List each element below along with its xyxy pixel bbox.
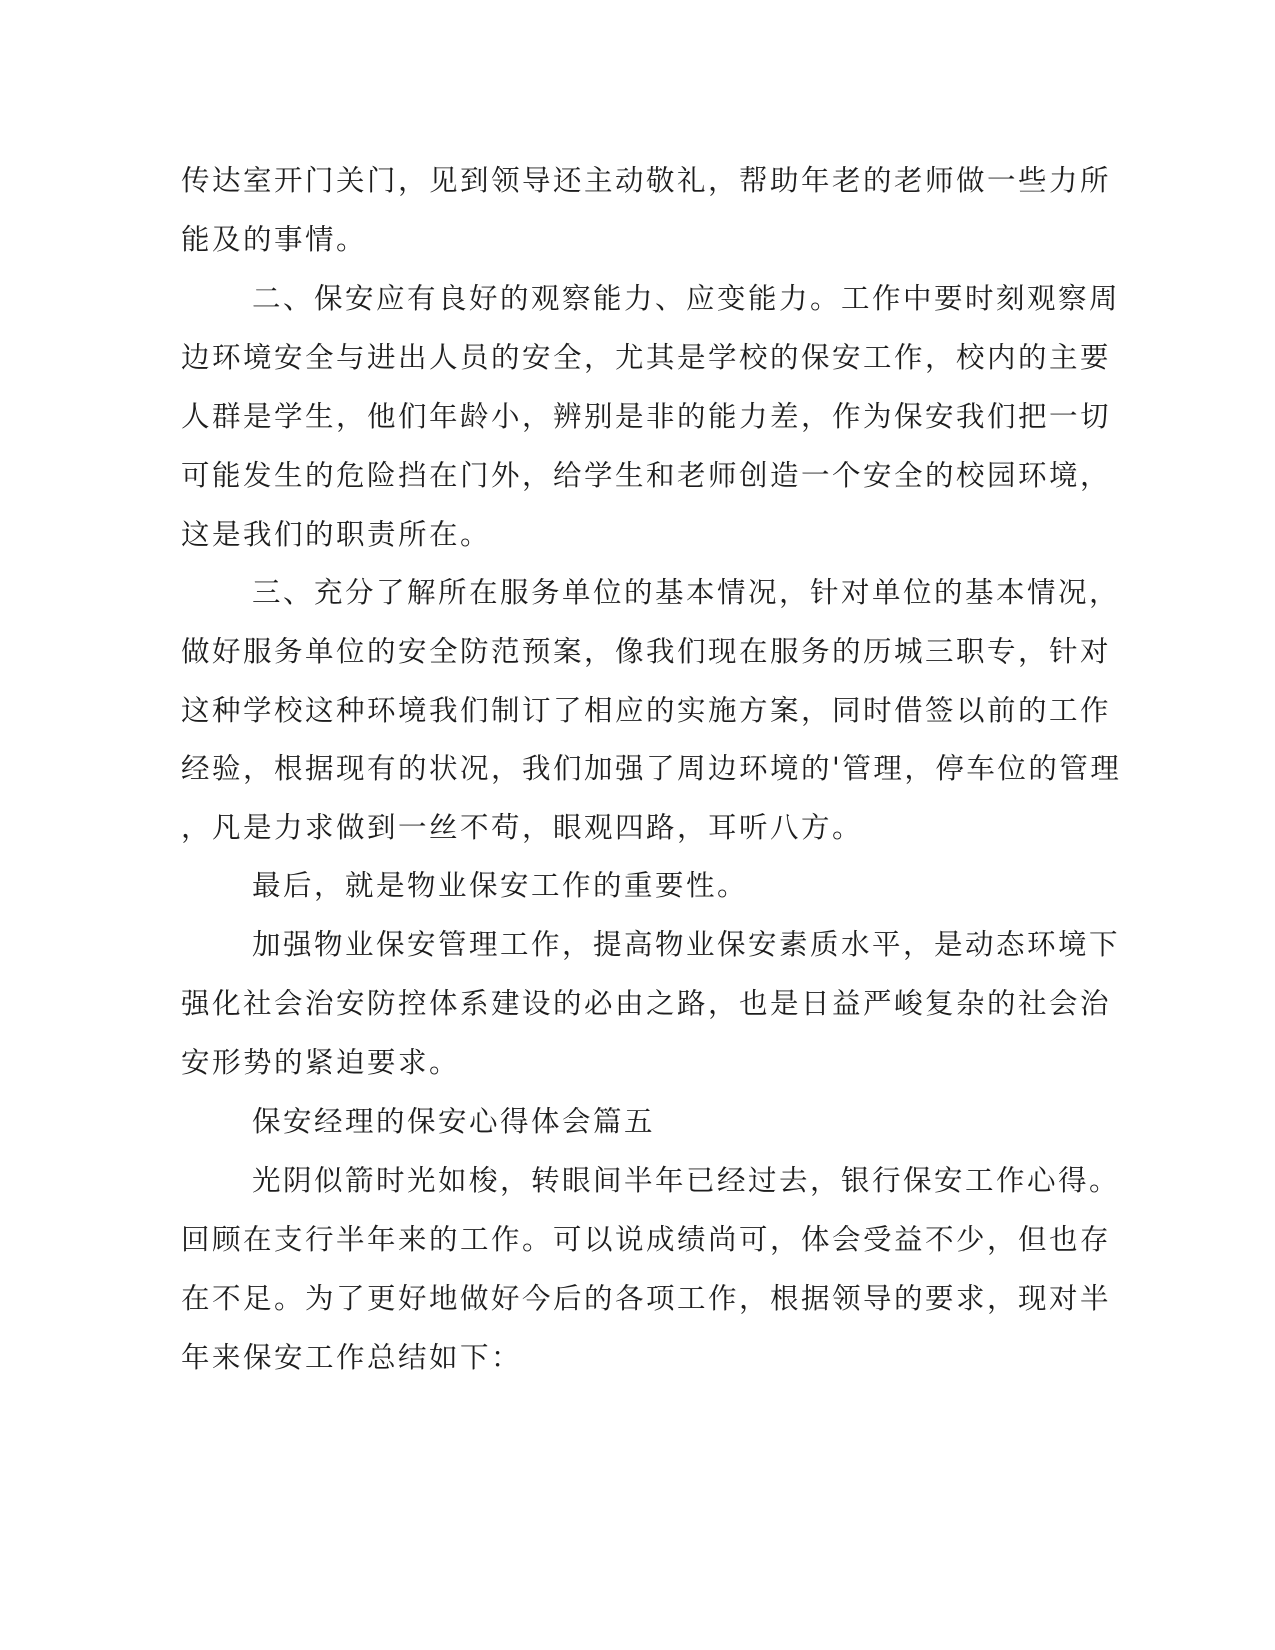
text-line: 传达室开门关门，见到领导还主动敬礼，帮助年老的老师做一些力所: [181, 164, 1112, 197]
text-line: 能及的事情。: [181, 223, 368, 256]
text-line: 可能发生的危险挡在门外，给学生和老师创造一个安全的校园环境，: [181, 459, 1112, 492]
text-line: 经验，根据现有的状况，我们加强了周边环境的'管理，停车位的管理: [181, 752, 1122, 785]
text-line: 安形势的紧迫要求。: [181, 1046, 461, 1079]
paragraph-first-line: 最后，就是物业保安工作的重要性。: [252, 869, 749, 902]
paragraph-first-line: 光阴似箭时光如梭，转眼间半年已经过去，银行保安工作心得。: [252, 1164, 1121, 1197]
text-line: 边环境安全与进出人员的安全，尤其是学校的保安工作，校内的主要: [181, 341, 1112, 374]
paragraph-first-line: 加强物业保安管理工作，提高物业保安素质水平，是动态环境下: [252, 928, 1121, 961]
text-line: 这是我们的职责所在。: [181, 518, 492, 551]
text-line: 年来保安工作总结如下：: [181, 1341, 523, 1374]
text-line: 这种学校这种环境我们制订了相应的实施方案，同时借签以前的工作: [181, 694, 1112, 727]
text-line: ，凡是力求做到一丝不苟，眼观四路，耳听八方。: [181, 811, 864, 844]
paragraph-first-line: 二、保安应有良好的观察能力、应变能力。工作中要时刻观察周: [252, 282, 1121, 315]
text-line: 在不足。为了更好地做好今后的各项工作，根据领导的要求，现对半: [181, 1282, 1112, 1315]
text-line: 回顾在支行半年来的工作。可以说成绩尚可，体会受益不少，但也存: [181, 1223, 1112, 1256]
text-line: 强化社会治安防控体系建设的必由之路，也是日益严峻复杂的社会治: [181, 987, 1112, 1020]
paragraph-first-line: 三、充分了解所在服务单位的基本情况，针对单位的基本情况，: [252, 576, 1121, 609]
section-heading: 保安经理的保安心得体会篇五: [252, 1105, 656, 1138]
text-line: 人群是学生，他们年龄小，辨别是非的能力差，作为保安我们把一切: [181, 400, 1112, 433]
text-line: 做好服务单位的安全防范预案，像我们现在服务的历城三职专，针对: [181, 635, 1112, 668]
